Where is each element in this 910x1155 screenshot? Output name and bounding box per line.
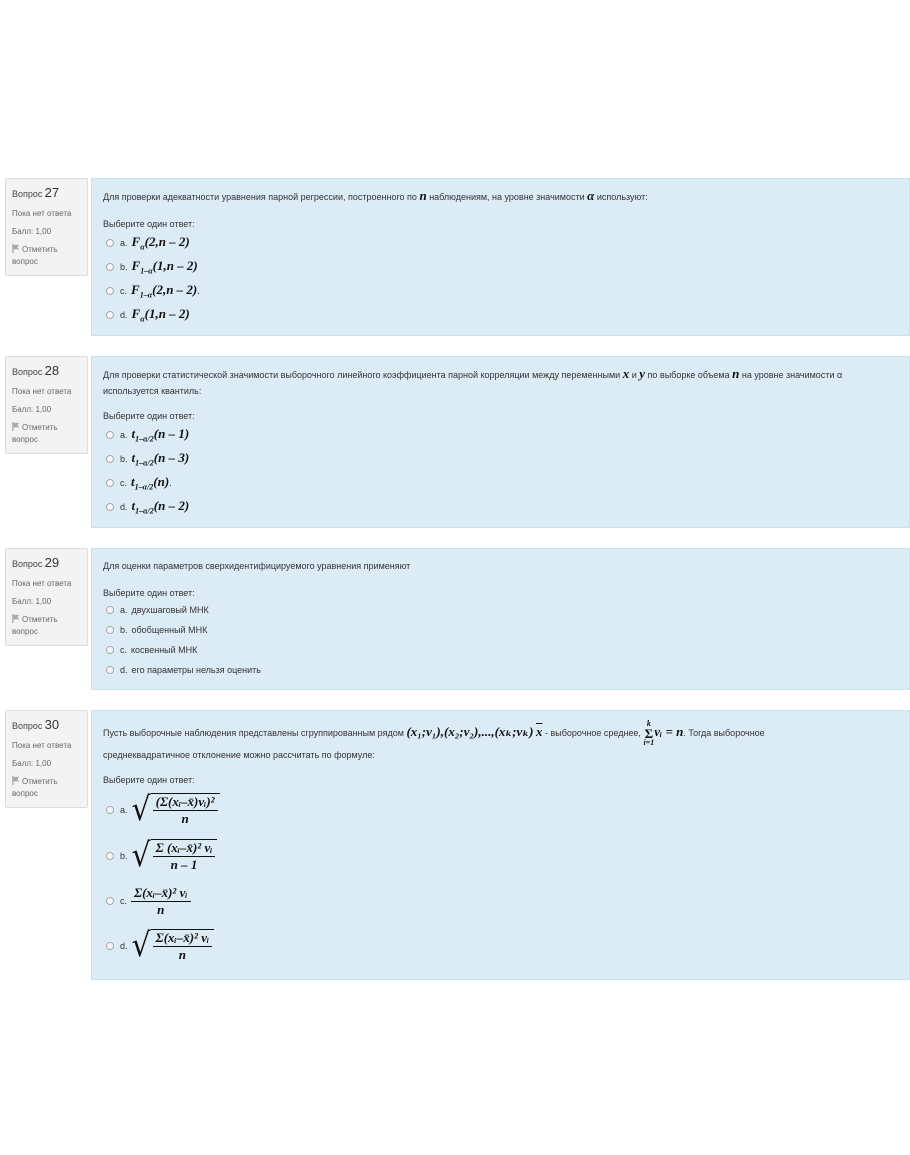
question-score: Балл: 1,00: [12, 759, 52, 768]
option-formula: √ $\frac{\text{Σ (xᵢ–x̄)² νᵢ}}{n - 1}$: [132, 839, 218, 873]
answer-option-c[interactable]: c. $F_{1-\alpha}(2,n - 2)$.: [106, 279, 897, 303]
question-info: [5, 178, 88, 276]
flag-icon: [12, 422, 21, 431]
option-formula: $\frac{\text{Σ(xᵢ–x̄)² νᵢ}}{n}$: [131, 885, 191, 918]
option-formula: $t_{1-\alpha/2}(n - 3)$: [131, 450, 190, 468]
flag-icon: [12, 614, 21, 623]
question-status: Пока нет ответа: [12, 387, 72, 396]
question-number: Вопрос 28: [12, 363, 60, 378]
question-info: [5, 356, 88, 454]
radio-button[interactable]: [106, 503, 114, 511]
answer-prompt: Выберите один ответ:: [103, 588, 195, 598]
answer-option-c[interactable]: c. $t_{1-\alpha/2}(n)$.: [106, 471, 897, 495]
radio-button[interactable]: [106, 606, 114, 614]
answer-option-c[interactable]: c. косвенный МНК: [106, 640, 897, 660]
answer-option-d[interactable]: d. $t_{1-\alpha/2}(n - 2)$: [106, 495, 897, 519]
radio-button[interactable]: [106, 263, 114, 271]
question-status: Пока нет ответа: [12, 209, 72, 218]
radio-button[interactable]: [106, 897, 114, 905]
question-number: Вопрос 29: [12, 555, 60, 570]
question-text-line2: среднеквадратичное отклонение можно рассчитать по формуле:: [103, 750, 375, 760]
answer-option-a[interactable]: a. двухшаговый МНК: [106, 600, 897, 620]
question-content: [91, 178, 910, 336]
option-formula: $t_{1-\alpha/2}(n - 2)$: [131, 498, 190, 516]
sum-symbol: k Σ i=1: [643, 719, 655, 747]
answer-prompt: Выберите один ответ:: [103, 219, 195, 229]
answer-option-a[interactable]: a. √ $\frac{\text{(Σ(xᵢ–x̄)νᵢ)²}}{n}$: [106, 787, 897, 833]
flag-icon: [12, 244, 21, 253]
question-number: Вопрос 27: [12, 185, 60, 200]
option-formula: $F_\alpha(1,n - 2)$: [131, 306, 190, 324]
answer-option-a[interactable]: a. $t_{1-\alpha/2}(n - 1)$: [106, 423, 897, 447]
radio-button[interactable]: [106, 646, 114, 654]
answer-option-d[interactable]: d. $F_\alpha(1,n - 2)$: [106, 303, 897, 327]
radio-button[interactable]: [106, 287, 114, 295]
answer-option-d[interactable]: d. √ $\frac{\text{Σ(xᵢ–x̄)² νᵢ}}{n}$: [106, 923, 897, 969]
question-text: Для оценки параметров сверхидентифицируемого уравнения применяют: [103, 561, 411, 571]
option-formula: √ $\frac{\text{Σ(xᵢ–x̄)² νᵢ}}{n}$: [132, 929, 215, 963]
question-score: Балл: 1,00: [12, 597, 52, 606]
answer-prompt: Выберите один ответ:: [103, 775, 195, 785]
radio-button[interactable]: [106, 852, 114, 860]
question-number: Вопрос 30: [12, 717, 60, 732]
flag-question-link[interactable]: Отметить вопрос: [12, 777, 58, 798]
option-formula: $F_{1-\alpha}(1,n - 2)$: [131, 258, 198, 276]
radio-button[interactable]: [106, 806, 114, 814]
option-formula: √ $\frac{\text{(Σ(xᵢ–x̄)νᵢ)²}}{n}$: [132, 793, 220, 827]
question-content: [91, 356, 910, 528]
question-status: Пока нет ответа: [12, 741, 72, 750]
option-formula: $F_\alpha(2,n - 2)$: [131, 234, 190, 252]
option-formula: $F_{1-\alpha}(2,n - 2)$.: [131, 282, 200, 300]
question-score: Балл: 1,00: [12, 405, 52, 414]
sample-mean-symbol: $\overline{x}$: [535, 723, 543, 739]
radio-button[interactable]: [106, 479, 114, 487]
question-info: [5, 548, 88, 646]
option-formula: $t_{1-\alpha/2}(n - 1)$: [131, 426, 190, 444]
question-status: Пока нет ответа: [12, 579, 72, 588]
question-content: [91, 548, 910, 690]
flag-question-link[interactable]: Отметить вопрос: [12, 615, 58, 636]
radio-button[interactable]: [106, 626, 114, 634]
flag-icon: [12, 776, 21, 785]
radio-button[interactable]: [106, 239, 114, 247]
flag-question-link[interactable]: Отметить вопрос: [12, 245, 58, 266]
question-text: Пусть выборочные наблюдения представлены сгруппированным рядом (x₁;ν₁),(x₂;ν₂),...,(xₖ;νₖ) $\overline{x}$ - выборочное среднее, k Σ i=1 νᵢ = n. Тогда выборочное: [103, 719, 765, 747]
radio-button[interactable]: [106, 431, 114, 439]
question-content: [91, 710, 910, 980]
series-formula: (x₁;ν₁),(x₂;ν₂),...,(xₖ;νₖ): [406, 723, 534, 739]
question-score: Балл: 1,00: [12, 227, 52, 236]
flag-question-link[interactable]: Отметить вопрос: [12, 423, 58, 444]
question-info: [5, 710, 88, 808]
answer-option-b[interactable]: b. $t_{1-\alpha/2}(n - 3)$: [106, 447, 897, 471]
radio-button[interactable]: [106, 942, 114, 950]
question-text: Для проверки адекватности уравнения парной регрессии, построенного по n наблюдениям, на уровне значимости α используют:: [103, 188, 648, 203]
answer-option-b[interactable]: b. обобщенный МНК: [106, 620, 897, 640]
answer-option-d[interactable]: d. его параметры нельзя оценить: [106, 660, 897, 680]
option-formula: $t_{1-\alpha/2}(n)$.: [131, 474, 172, 492]
answer-option-b[interactable]: b. √ $\frac{\text{Σ (xᵢ–x̄)² νᵢ}}{n - 1}$: [106, 833, 897, 879]
radio-button[interactable]: [106, 311, 114, 319]
answer-option-c[interactable]: c. $\frac{\text{Σ(xᵢ–x̄)² νᵢ}}{n}$: [106, 879, 897, 923]
answer-option-b[interactable]: b. $F_{1-\alpha}(1,n - 2)$: [106, 255, 897, 279]
radio-button[interactable]: [106, 455, 114, 463]
answer-option-a[interactable]: a. $F_\alpha(2,n - 2)$: [106, 231, 897, 255]
radio-button[interactable]: [106, 666, 114, 674]
question-text: Для проверки статистической значимости выборочного линейного коэффициента парной корреляции между переменными x и y по выборке объема n на уровне значимости α используется квантиль:: [103, 366, 843, 396]
answer-prompt: Выберите один ответ:: [103, 411, 195, 421]
